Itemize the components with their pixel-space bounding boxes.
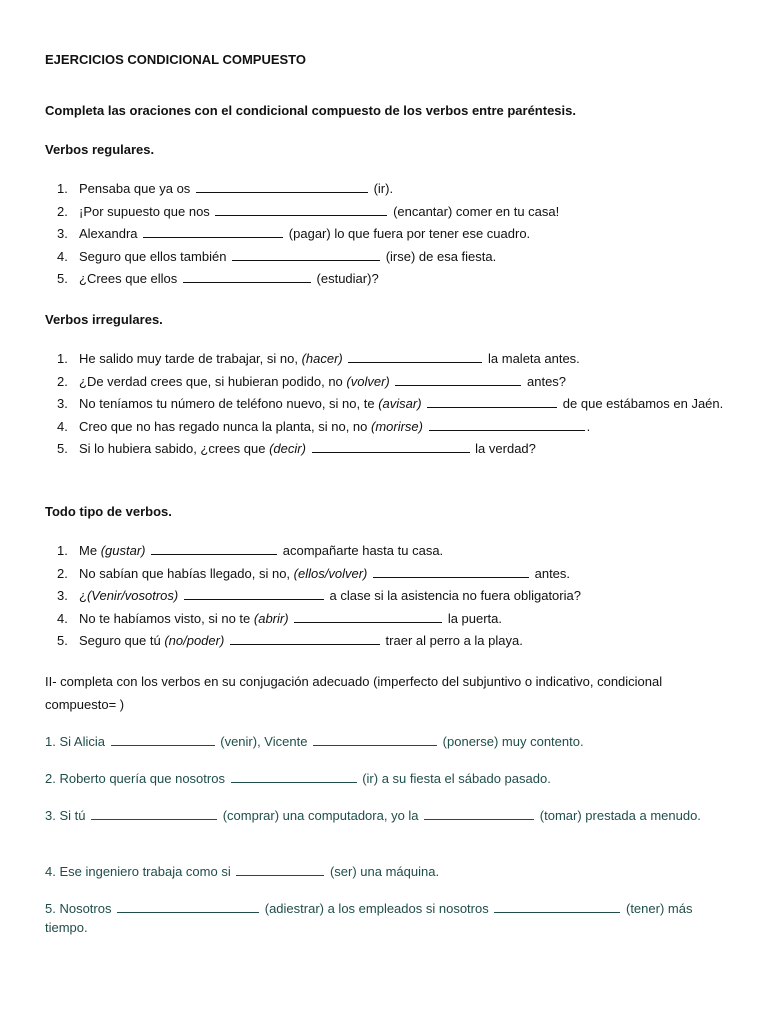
list-item: 4. Creo que no has regado nunca la planta, si no, no (morirse) . bbox=[57, 418, 591, 434]
answer-blank[interactable] bbox=[232, 247, 380, 261]
list-item: 5. Seguro que tú (no/poder) traer al perro a la playa. bbox=[57, 633, 523, 648]
answer-blank[interactable] bbox=[294, 609, 442, 623]
list-item: 3. Alexandra (pagar) lo que fuera por tener ese cuadro. bbox=[57, 226, 531, 241]
answer-blank[interactable] bbox=[184, 586, 324, 600]
answer-blank[interactable] bbox=[91, 806, 217, 820]
answer-blank[interactable] bbox=[424, 806, 534, 820]
answer-blank[interactable] bbox=[151, 541, 277, 555]
answer-blank[interactable] bbox=[231, 769, 357, 783]
answer-blank[interactable] bbox=[143, 224, 283, 238]
answer-blank[interactable] bbox=[312, 439, 470, 453]
list-item: 2. ¿De verdad crees que, si hubieran podido, no (volver) antes? bbox=[57, 373, 567, 389]
answer-blank[interactable] bbox=[429, 417, 585, 431]
page-title: EJERCICIOS CONDICIONAL COMPUESTO bbox=[45, 52, 306, 67]
list-item: 4. No te habíamos visto, si no te (abrir) la puerta. bbox=[57, 610, 503, 626]
list-item: 1. He salido muy tarde de trabajar, si no, (hacer) la maleta antes. bbox=[57, 351, 580, 366]
exercise-list-regulares bbox=[45, 178, 735, 291]
list-item: 4. Seguro que ellos también (irse) de esa fiesta. bbox=[57, 248, 497, 264]
part2-item: 3. Si tú (comprar) una computadora, yo la (tomar) prestada a menudo. bbox=[45, 808, 701, 823]
answer-blank[interactable] bbox=[427, 394, 557, 408]
answer-blank[interactable] bbox=[373, 564, 529, 578]
list-item: 1. Pensaba que ya os (ir). bbox=[57, 181, 394, 196]
part2-item: 2. Roberto quería que nosotros (ir) a su fiesta el sábado pasado. bbox=[45, 771, 551, 786]
list-item: 1. Me (gustar) acompañarte hasta tu casa. bbox=[57, 543, 444, 558]
part2-instructions: II- completa con los verbos en su conjugación adecuado (imperfecto del subjuntivo o indicativo, condicional compuesto= ) bbox=[45, 674, 663, 712]
answer-blank[interactable] bbox=[183, 269, 311, 283]
part2-item: 5. Nosotros (adiestrar) a los empleados si nosotros (tener) más tiempo. bbox=[45, 901, 693, 935]
list-item: 3. ¿(Venir/vosotros) a clase si la asistencia no fuera obligatoria? bbox=[57, 588, 581, 603]
answer-blank[interactable] bbox=[230, 631, 380, 645]
answer-blank[interactable] bbox=[348, 349, 482, 363]
exercise-list-irregulares bbox=[45, 348, 735, 461]
list-item: 5. Si lo hubiera sabido, ¿crees que (decir) la verdad? bbox=[57, 441, 536, 456]
answer-blank[interactable] bbox=[111, 732, 215, 746]
section-heading-regulares: Verbos regulares. bbox=[45, 142, 155, 157]
list-item: 2. No sabían que habías llegado, si no, (ellos/volver) antes. bbox=[57, 565, 571, 581]
section-heading-irregulares: Verbos irregulares. bbox=[45, 312, 163, 327]
exercise-list-todo-tipo bbox=[45, 540, 735, 653]
instructions: Completa las oraciones con el condicional compuesto de los verbos entre paréntesis. bbox=[45, 103, 576, 118]
list-item: 3. No teníamos tu número de teléfono nuevo, si no, te (avisar) de que estábamos en Jaén. bbox=[57, 396, 724, 411]
answer-blank[interactable] bbox=[494, 899, 620, 913]
answer-blank[interactable] bbox=[395, 372, 521, 386]
answer-blank[interactable] bbox=[236, 862, 324, 876]
list-item: 5. ¿Crees que ellos (estudiar)? bbox=[57, 271, 379, 286]
part2-item: 1. Si Alicia (venir), Vicente (ponerse) muy contento. bbox=[45, 734, 584, 749]
answer-blank[interactable] bbox=[215, 202, 387, 216]
section-heading-todo-tipo: Todo tipo de verbos. bbox=[45, 504, 172, 519]
answer-blank[interactable] bbox=[117, 899, 259, 913]
answer-blank[interactable] bbox=[196, 179, 368, 193]
list-item: 2. ¡Por supuesto que nos (encantar) comer en tu casa! bbox=[57, 203, 560, 219]
part2-item: 4. Ese ingeniero trabaja como si (ser) una máquina. bbox=[45, 864, 440, 879]
answer-blank[interactable] bbox=[313, 732, 437, 746]
